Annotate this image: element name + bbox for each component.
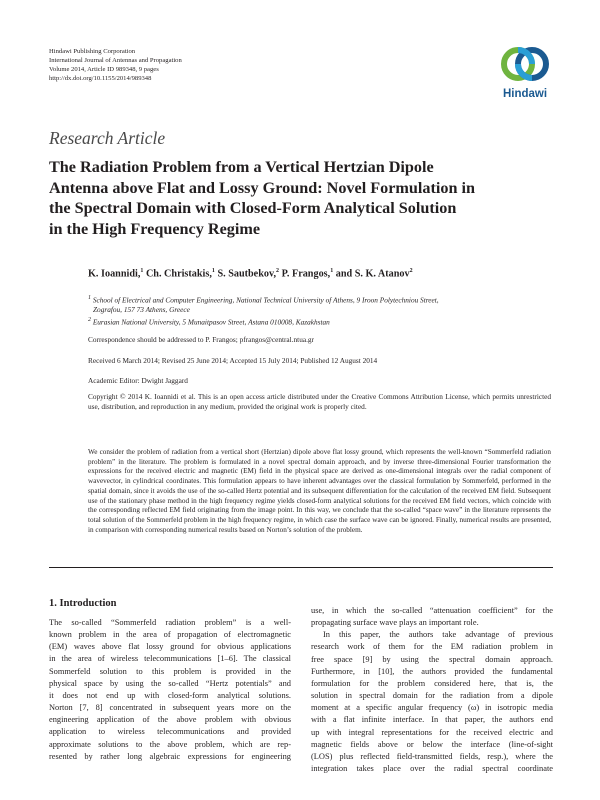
- article-title: [49, 157, 549, 239]
- affiliations: [88, 293, 558, 328]
- doi-link[interactable]: http://dx.doi.org/10.1155/2014/989348: [49, 75, 152, 82]
- title-line: The Radiation Problem from a Vertical Hertzian Dipole: [49, 158, 434, 176]
- left-column: [49, 617, 291, 763]
- body-line: resented by rather long algebraic expressions for engineering: [49, 751, 291, 761]
- title-line: in the High Frequency Regime: [49, 219, 261, 238]
- body-line: In this paper, the authors take advantage of previous: [323, 630, 553, 640]
- volume-info: Volume 2014, Article ID 989348, 9 pages: [49, 66, 159, 73]
- body-line: magnetic fields above or below the interface (line-of-sight: [311, 739, 553, 749]
- affiliation-marker: 2: [88, 317, 91, 324]
- author-name: S. Sautbekov,: [217, 268, 277, 280]
- body-line: (LOS) plus reflected field-transmitted fields, resp.), where the: [311, 751, 553, 761]
- body-line: free space [9] by using the spectral domain approach.: [311, 654, 553, 664]
- body-line: integration takes place over the radial spectral coordinate: [311, 764, 553, 774]
- journal-header: [49, 47, 182, 83]
- body-line: Norton [7, 8] concentrated in subsequent years more on the: [49, 703, 291, 713]
- section-divider: [49, 567, 553, 568]
- body-line: solution in spectral domain for the radiation from a dipole: [311, 691, 553, 701]
- body-line: engineering application of the above problem with obvious: [49, 715, 291, 725]
- affiliation-text: Eurasian National University, 5 Munaitpasov Street, Astana 010008, Kazakhstan: [92, 317, 330, 327]
- right-column: [311, 605, 553, 775]
- body-line: with a flat infinite interface. In that paper, the authors end: [311, 715, 553, 725]
- body-line: approximate solutions to the above problem, which are rep-: [49, 739, 291, 749]
- author-affiliation-marker: 2: [276, 268, 280, 274]
- body-line: formulation for the problem considered here, that is, the: [311, 678, 553, 688]
- hindawi-logo: [497, 38, 553, 104]
- body-line: Sommerfeld solution to this problem is provided in the: [49, 666, 291, 676]
- title-line: the Spectral Domain with Closed-Form Analytical Solution: [49, 199, 457, 217]
- body-line: propagating surface wave plays an important role.: [311, 618, 479, 628]
- affiliation-text: Zografou, 157 73 Athens, Greece: [93, 305, 190, 315]
- copyright-notice: Copyright © 2014 K. Ioannidi et al. This is an open access article distributed under the Creative Commons Attribution License, which permits unrestricted use, distribution, and reproduction in any medium, provided the original work is properly cited.: [88, 392, 551, 411]
- publisher-name: Hindawi Publishing Corporation: [49, 48, 136, 55]
- author-name: and S. K. Atanov: [335, 268, 410, 280]
- logo-wordmark: Hindawi: [502, 88, 548, 100]
- body-line: up with integral representations for the received electric and: [311, 727, 553, 737]
- affiliation-line: [88, 293, 558, 305]
- academic-editor: Academic Editor: Dwight Jaggard: [88, 376, 188, 385]
- affiliation-line: [88, 305, 558, 315]
- article-dates: Received 6 March 2014; Revised 25 June 2014; Accepted 15 July 2014; Published 12 August 2014: [88, 356, 378, 365]
- affiliation-marker: 1: [88, 295, 91, 301]
- author-affiliation-marker: 1: [140, 268, 144, 274]
- body-line: Furthermore, in [10], the authors provided the fundamental: [311, 666, 553, 676]
- author-affiliation-marker: 2: [409, 268, 413, 274]
- affiliation-line: [88, 315, 558, 327]
- body-line: moment at a specific angular frequency (ω) in isotropic media: [311, 703, 553, 713]
- affiliation-text: School of Electrical and Computer Engineering, National Technical University of Athens, 9 Iroon Polytechniou Street,: [92, 295, 439, 305]
- body-line: use, in which the so-called “attenuation coefficient” for the: [311, 606, 553, 615]
- body-line: application to wireless telecommunications and provided: [49, 727, 291, 737]
- body-line: research work of them for the EM radiation problem in: [311, 642, 553, 652]
- journal-name: International Journal of Antennas and Propagation: [49, 57, 182, 64]
- body-line: (EM) waves above flat lossy ground for obvious applications: [49, 642, 291, 652]
- hindawi-logo-icon: [497, 38, 553, 88]
- section-heading-introduction: 1. Introduction: [49, 598, 117, 609]
- article-type: Research Article: [49, 128, 166, 148]
- author-name: Ch. Christakis,: [145, 268, 212, 280]
- body-line: The so-called “Sommerfeld radiation problem” is a well-: [49, 618, 291, 627]
- body-line: physical space by using the so-called “Hertz potentials” and: [49, 678, 291, 688]
- body-line: it does not end up with closed-form analytical solutions.: [49, 690, 291, 700]
- author-list: [88, 268, 413, 279]
- author-name: K. Ioannidi,: [88, 268, 141, 280]
- body-line: known problem in the area of propagation of electromagnetic: [49, 630, 291, 640]
- author-affiliation-marker: 1: [211, 268, 215, 274]
- body-line: in the area of wireless telecommunications [1–6]. The classical: [49, 654, 291, 664]
- correspondence: Correspondence should be addressed to P. Frangos; pfrangos@central.ntua.gr: [88, 335, 314, 344]
- author-affiliation-marker: 1: [330, 268, 334, 274]
- abstract-text: We consider the problem of radiation from a vertical short (Hertzian) dipole above flat lossy ground, which represents the well-known “Sommerfeld radiation problem” in the literature. The problem is formulated in a novel spectral domain approach, and by inverse three-dimensional Fourier transformation the expressions for the received electric and magnetic (EM) field in the physical space are derived as one-dimensional integrals over the radial component of wavevector, in cylindrical coordinates. This formulation appears to have inherent advantages over the classical formulation by Sommerfeld, performed in the spatial domain, since it avoids the use of the so-called Hertz potential and its subsequent differentiation for the calculation of the received EM field. Subsequent use of the stationary phase method in the high frequency regime yields closed-form analytical solutions for the received EM field vectors, which coincide with the corresponding reflected EM field originating from the image point. In this way, we conclude that the so-called “space wave” in the literature represents the total solution of the Sommerfeld problem in the high frequency regime, in which case the surface wave can be ignored. Finally, numerical results are presented, in comparison with corresponding numerical results based on Norton’s solution of the problem.: [88, 448, 551, 534]
- title-line: Antenna above Flat and Lossy Ground: Novel Formulation in: [49, 178, 476, 197]
- author-name: P. Frangos,: [281, 268, 331, 280]
